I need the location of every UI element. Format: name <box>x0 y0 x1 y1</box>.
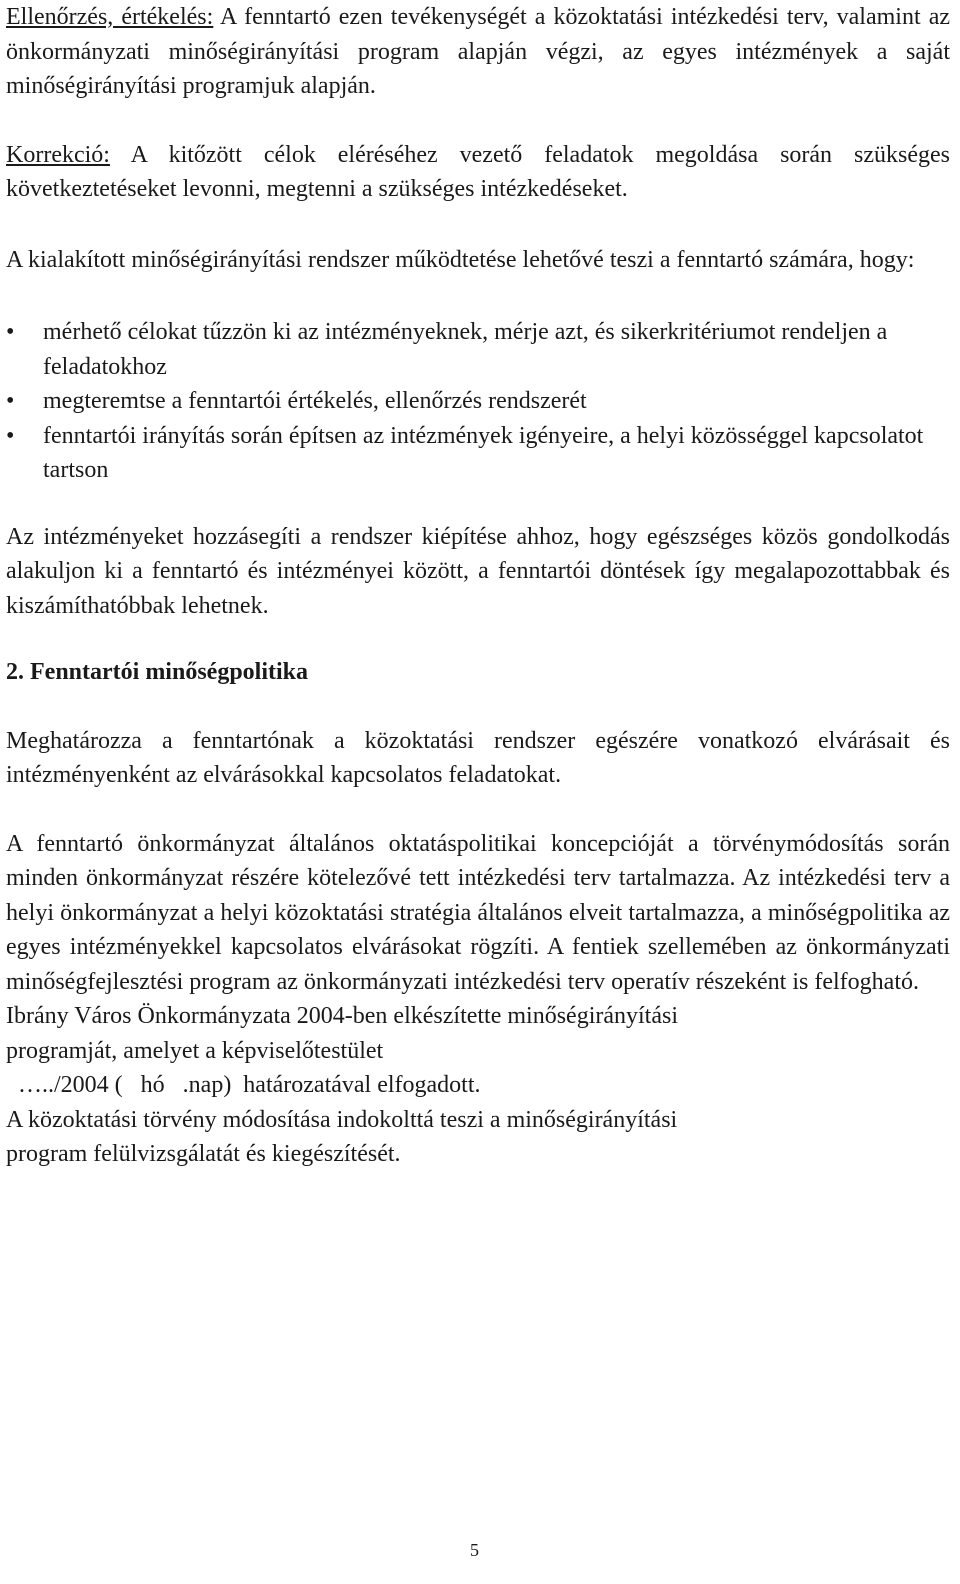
list-item <box>6 419 950 488</box>
paragraph-rendszer: A kialakított minőségirányítási rendszer működtetése lehetővé teszi a fenntartó számára, hogy: <box>6 246 915 273</box>
section-heading: 2. Fenntartói minőségpolitika <box>6 659 309 685</box>
bullet-icon: • <box>6 319 15 345</box>
paragraph-intezmenyek: Az intézményeket hozzásegíti a rendszer kiépítése ahhoz, hogy egészséges közös gondolkodás alakuljon ki a fenntartó és intézményei között, a fenntartói döntések így megalapozottabbak és kiszámíthatóbbak lehetnek. <box>6 523 950 619</box>
bullet-list <box>6 315 950 488</box>
paragraph-ibrany-line: programját, amelyet a képviselőtestület <box>6 1037 384 1064</box>
paragraph-ibrany-line: …../2004 ( hó .nap) határozatával elfogadott. <box>6 1072 481 1098</box>
page-number: 5 <box>470 1540 479 1560</box>
list-item-text: megteremtse a fenntartói értékelés, ellenőrzés rendszerét <box>43 388 587 414</box>
paragraph-ellenorzes <box>6 0 950 104</box>
bullet-icon: • <box>6 388 15 414</box>
paragraph-meghatarozza: Meghatározza a fenntartónak a közoktatási rendszer egészére vonatkozó elvárásait és intézményenként az elvárásokkal kapcsolatos feladatokat. <box>6 727 950 788</box>
paragraph-modositas-line: program felülvizsgálatát és kiegészítését. <box>6 1141 401 1167</box>
paragraph-ellenorzes-text: A fenntartó ezen tevékenységét a közoktatási intézkedési terv, valamint az önkormányzati minőségirányítási program alapján végzi, az egyes intézmények a saját minőségirányítási programjuk alapján. <box>6 4 950 99</box>
list-item-text: mérhető célokat tűzzön ki az intézményeknek, mérje azt, és sikerkritériumot rendeljen a feladatokhoz <box>43 319 888 380</box>
paragraph-korrekcio-text: A kitőzött célok eléréséhez vezető feladatok megoldása során szükséges következtetéseket levonni, megtenni a szükséges intézkedéseket. <box>6 141 950 202</box>
bullet-icon: • <box>6 422 15 449</box>
paragraph-fenntarto: A fenntartó önkormányzat általános oktatáspolitikai koncepcióját a törvénymódosítás során minden önkormányzat részére kötelezővé tett intézkedési terv tartalmazza. Az intézkedési terv a helyi önkormányzat a helyi közoktatási stratégia általános elveit tartalmazza, a minőségpolitika az egyes intézményekkel kapcsolatos elvárásokat rögzíti. A fentiek szellemében az önkormányzati minőségfejlesztési program az önkormányzati intézkedési terv operatív részeként is felfogható. <box>6 830 950 995</box>
term-ellenorzes: Ellenőrzés, értékelés: <box>6 4 214 30</box>
paragraph-ibrany-line: Ibrány Város Önkormányzata 2004-ben elkészítette minőségirányítási <box>6 1003 679 1029</box>
list-item <box>6 315 950 384</box>
document-page <box>6 0 950 1172</box>
paragraph-modositas <box>6 1103 950 1172</box>
paragraph-ibrany <box>6 999 950 1103</box>
paragraph-modositas-line: A közoktatási törvény módosítása indokolttá teszi a minőségirányítási <box>6 1106 678 1133</box>
list-item-text: fenntartói irányítás során építsen az intézmények igényeire, a helyi közösséggel kapcsolatot tartson <box>43 422 924 483</box>
term-korrekcio: Korrekció: <box>6 141 110 168</box>
list-item <box>6 384 950 419</box>
paragraph-korrekcio <box>6 138 950 207</box>
